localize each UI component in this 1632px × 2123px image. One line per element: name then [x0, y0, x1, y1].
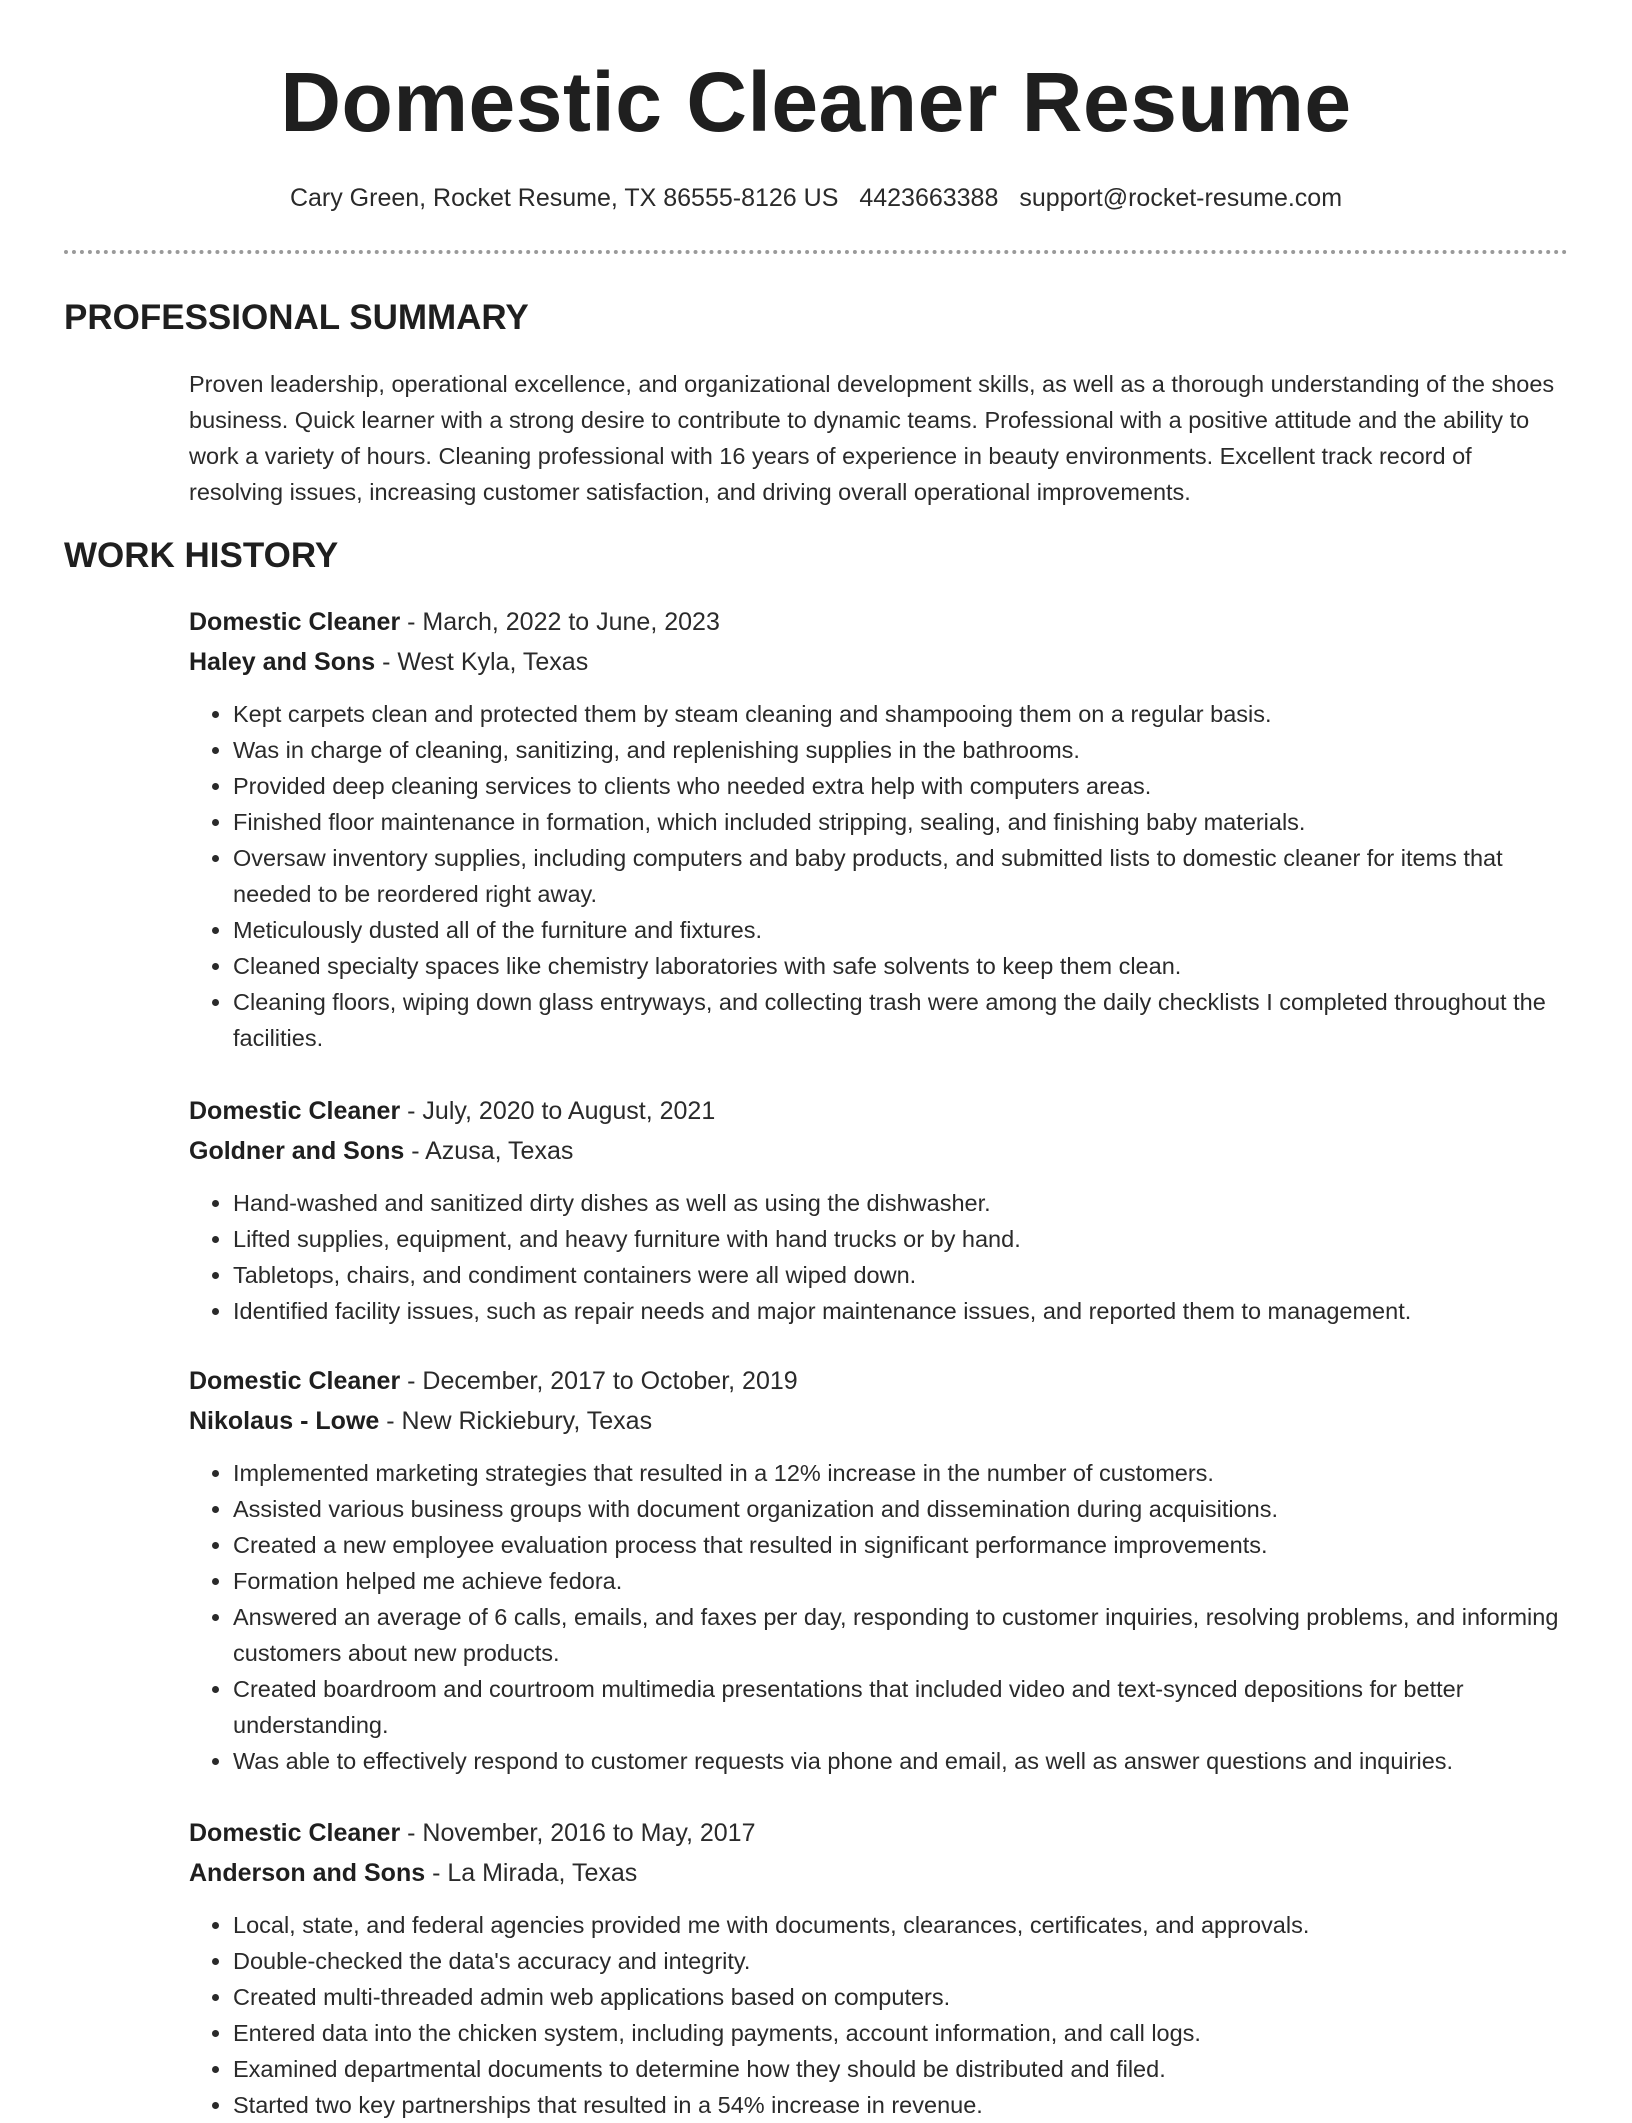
job-title-line — [189, 1813, 1569, 1853]
job-bullet: • Meticulously dusted all of the furniture and fixtures. — [233, 912, 1569, 948]
job-bullet: • Local, state, and federal agencies provided me with documents, clearances, certificates, and approvals. — [233, 1907, 1569, 1943]
job-dates: - March, 2022 to June, 2023 — [400, 608, 720, 636]
header-divider — [64, 250, 1568, 254]
job-bullet: • Answered an average of 6 calls, emails, and faxes per day, responding to customer inquiries, resolving problems, and informing customers about new products. — [233, 1599, 1569, 1671]
job-bullet: • Created boardroom and courtroom multimedia presentations that included video and text-synced depositions for better understanding. — [233, 1671, 1569, 1743]
job-company: Nikolaus - Lowe — [189, 1407, 380, 1435]
job-dates: - November, 2016 to May, 2017 — [400, 1819, 756, 1847]
job-bullet: • Created a new employee evaluation process that resulted in significant performance improvements. — [233, 1527, 1569, 1563]
job-entry — [189, 602, 1569, 1056]
job-title: Domestic Cleaner — [189, 608, 401, 636]
job-bullet: • Was able to effectively respond to customer requests via phone and email, as well as answer questions and inquiries. — [233, 1743, 1569, 1779]
job-title: Domestic Cleaner — [189, 1097, 401, 1125]
job-entry — [189, 1091, 1569, 1329]
job-entry — [189, 1361, 1569, 1779]
job-bullet: • Started two key partnerships that resulted in a 54% increase in revenue. — [233, 2087, 1569, 2123]
job-dates: - July, 2020 to August, 2021 — [400, 1097, 716, 1125]
job-company: Haley and Sons — [189, 648, 376, 676]
job-company-line — [189, 1131, 1569, 1171]
job-bullets — [189, 1185, 1569, 1329]
job-company-line — [189, 642, 1569, 682]
job-bullet: • Assisted various business groups with document organization and dissemination during acquisitions. — [233, 1491, 1569, 1527]
job-bullet: • Lifted supplies, equipment, and heavy furniture with hand trucks or by hand. — [233, 1221, 1569, 1257]
job-bullet: • Kept carpets clean and protected them by steam cleaning and shampooing them on a regular basis. — [233, 696, 1569, 732]
work-history-heading: WORK HISTORY — [64, 536, 339, 575]
job-title-line — [189, 1091, 1569, 1131]
summary-text: Proven leadership, operational excellence, and organizational development skills, as well as a thorough understanding of the shoes business. Quick learner with a strong desire to contribute to dynamic teams. Professional with a positive attitude and the ability to work a variety of hours. Cleaning professional with 16 years of experience in beauty environments. Excellent track record of resolving issues, increasing customer satisfaction, and driving overall operational improvements. — [189, 371, 1555, 505]
job-bullet: • Implemented marketing strategies that resulted in a 12% increase in the number of customers. — [233, 1455, 1569, 1491]
job-title: Domestic Cleaner — [189, 1367, 401, 1395]
job-bullet: • Oversaw inventory supplies, including computers and baby products, and submitted lists to domestic cleaner for items that needed to be reordered right away. — [233, 840, 1569, 912]
job-company-line — [189, 1401, 1569, 1441]
job-bullet: • Provided deep cleaning services to clients who needed extra help with computers areas. — [233, 768, 1569, 804]
job-bullets — [189, 1907, 1569, 2123]
job-location: - La Mirada, Texas — [425, 1859, 638, 1887]
job-bullet: • Was in charge of cleaning, sanitizing, and replenishing supplies in the bathrooms. — [233, 732, 1569, 768]
job-location: - New Rickiebury, Texas — [379, 1407, 653, 1435]
job-bullet: • Finished floor maintenance in formation, which included stripping, sealing, and finishing baby materials. — [233, 804, 1569, 840]
job-company-line — [189, 1853, 1569, 1893]
job-entry — [189, 1813, 1569, 2123]
job-company: Goldner and Sons — [189, 1137, 405, 1165]
job-bullet: • Hand-washed and sanitized dirty dishes as well as using the dishwasher. — [233, 1185, 1569, 1221]
job-title-line — [189, 1361, 1569, 1401]
job-bullet: • Formation helped me achieve fedora. — [233, 1563, 1569, 1599]
contact-address: Cary Green, Rocket Resume, TX 86555-8126 US — [289, 184, 839, 212]
job-location: - West Kyla, Texas — [375, 648, 589, 676]
page-title: Domestic Cleaner Resume — [280, 55, 1352, 149]
job-bullets — [189, 1455, 1569, 1779]
job-title-line — [189, 602, 1569, 642]
job-bullet: • Created multi-threaded admin web applications based on computers. — [233, 1979, 1569, 2015]
job-bullet: • Cleaning floors, wiping down glass entryways, and collecting trash were among the daily checklists I completed throughout the facilities. — [233, 984, 1569, 1056]
job-bullet: • Cleaned specialty spaces like chemistry laboratories with safe solvents to keep them clean. — [233, 948, 1569, 984]
job-bullets — [189, 696, 1569, 1056]
job-bullet: • Double-checked the data's accuracy and integrity. — [233, 1943, 1569, 1979]
summary-heading: PROFESSIONAL SUMMARY — [64, 298, 529, 337]
job-bullet: • Tabletops, chairs, and condiment containers were all wiped down. — [233, 1257, 1569, 1293]
contact-email: support@rocket-resume.com — [1019, 184, 1343, 212]
contact-line — [0, 180, 1632, 216]
job-bullet: • Identified facility issues, such as repair needs and major maintenance issues, and reported them to management. — [233, 1293, 1569, 1329]
contact-phone: 4423663388 — [859, 184, 999, 212]
job-company: Anderson and Sons — [189, 1859, 426, 1887]
job-location: - Azusa, Texas — [404, 1137, 574, 1165]
job-bullet: • Examined departmental documents to determine how they should be distributed and filed. — [233, 2051, 1569, 2087]
job-bullet: • Entered data into the chicken system, including payments, account information, and call logs. — [233, 2015, 1569, 2051]
job-dates: - December, 2017 to October, 2019 — [400, 1367, 798, 1395]
job-title: Domestic Cleaner — [189, 1819, 401, 1847]
